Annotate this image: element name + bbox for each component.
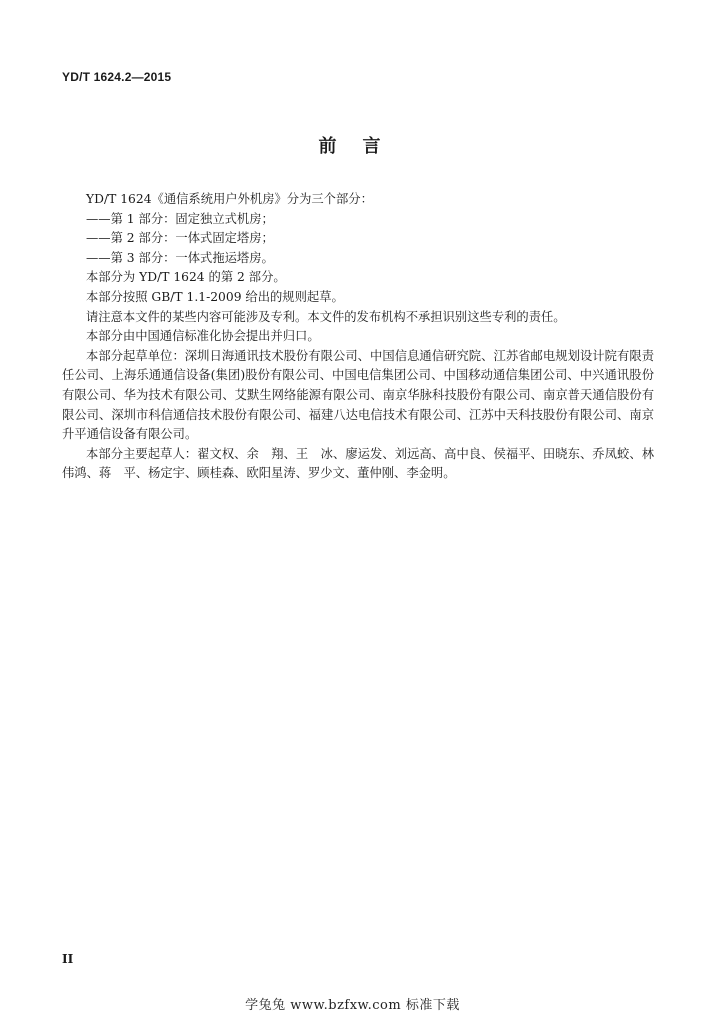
- paragraph-drafting-rules: 本部分按照 GB/T 1.1-2009 给出的规则起草。: [86, 289, 344, 304]
- list-item-part-2: ——第 2 部分：一体式固定塔房；: [86, 231, 274, 246]
- page-number: II: [62, 952, 74, 966]
- paragraph-intro: YD/T 1624《通信系统用户外机房》分为三个部分：: [86, 192, 373, 206]
- list-item-part-3: ——第 3 部分：一体式拖运塔房。: [86, 250, 274, 265]
- paragraph-proposer: 本部分由中国通信标准化协会提出并归口。: [86, 329, 320, 344]
- watermark-text: 学兔兔 www.bzfxw.com 标准下载: [245, 998, 460, 1013]
- page-title: 前言: [318, 136, 407, 157]
- list-item-part-1: ——第 1 部分：固定独立式机房；: [86, 211, 274, 226]
- paragraph-drafting-units: 本部分起草单位：深圳日海通讯技术股份有限公司、中国信息通信研究院、江苏省邮电规划设计院有限责任公司、上海乐通通信设备(集团)股份有限公司、中国电信集团公司、中国移动通信集团公司、中兴通讯股份有限公司、华为技术有限公司、艾默生网络能源有限公司、南京华脉科技股份有限公司、南京普天通信股份有限公司、深圳市科信通信技术股份有限公司、福建八达电信技术有限公司、江苏中天科技股份有限公司、南京升平通信设备有限公司。: [62, 348, 654, 442]
- foreword-body: [62, 190, 654, 484]
- standard-code: YD/T 1624.2—2015: [62, 70, 172, 84]
- paragraph-drafters: 本部分主要起草人：翟文权、余 翔、王 冰、廖运发、刘远高、高中良、侯福平、田晓东、乔凤蛟、林伟鸿、蒋 平、杨定宇、顾桂森、欧阳星涛、罗少文、董仲刚、李金明。: [62, 446, 654, 481]
- paragraph-part-statement: 本部分为 YD/T 1624 的第 2 部分。: [86, 270, 286, 285]
- paragraph-patent-notice: 请注意本文件的某些内容可能涉及专利。本文件的发布机构不承担识别这些专利的责任。: [86, 309, 566, 324]
